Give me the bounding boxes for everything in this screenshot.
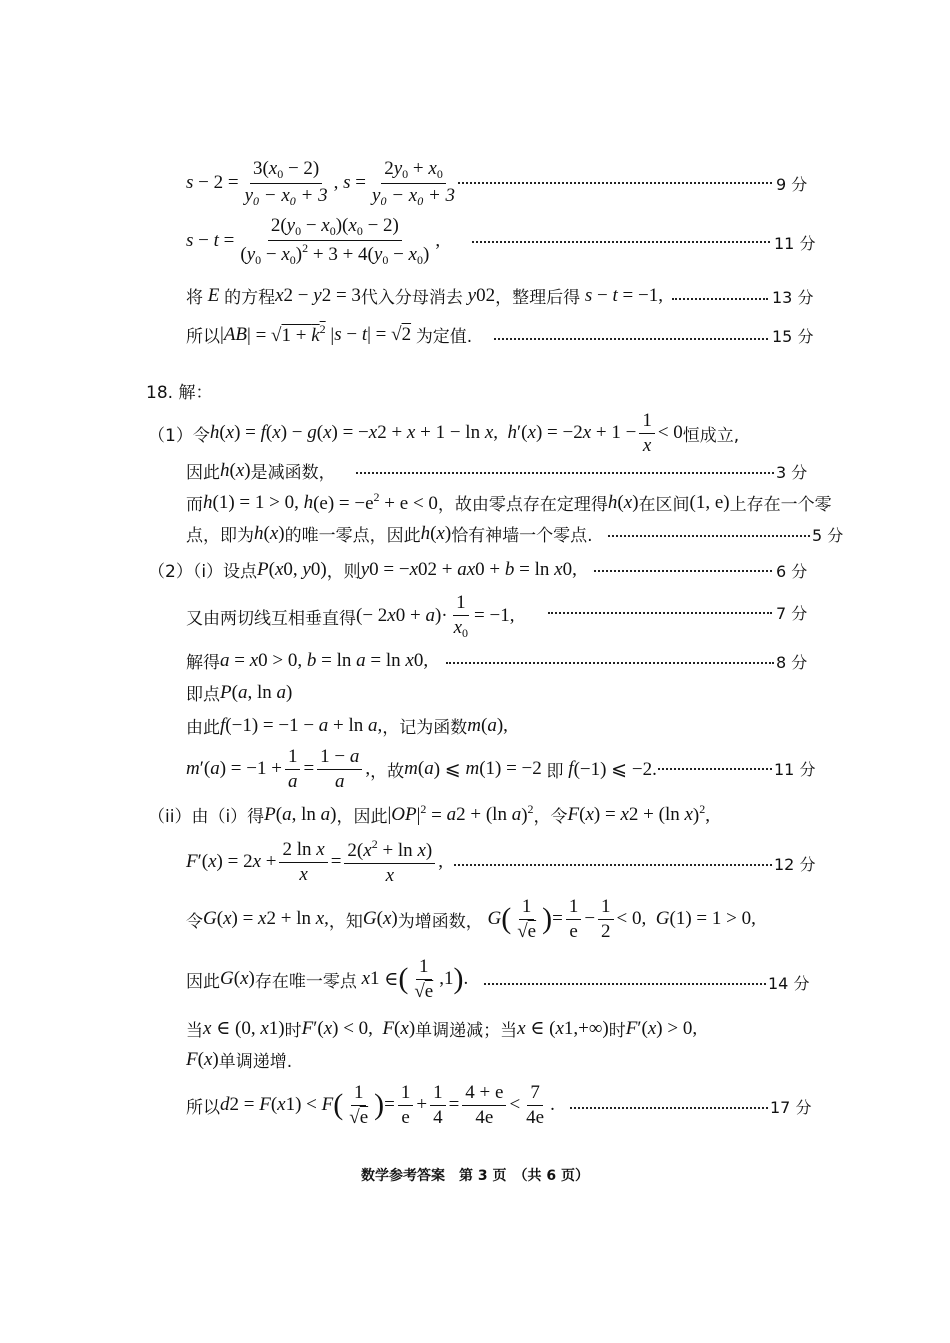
part2-line4: 即点 P ( a , ln a )	[186, 681, 293, 705]
part2ii-line2: F ′( x ) = 2 x + $\frac{\text{2 ln x}}{x}$ = $\frac{2(x^2 + \ln x)}{x}$ ,	[186, 837, 443, 886]
leader-dots	[356, 472, 774, 474]
leader-dots	[594, 570, 772, 572]
score-13: 13 分	[772, 288, 814, 307]
leader-dots	[472, 241, 770, 243]
score-14: 14 分	[768, 974, 810, 993]
score-11: 11 分	[774, 234, 816, 253]
leader-dots	[672, 298, 768, 300]
score-12: 12 分	[774, 855, 816, 874]
leader-dots	[548, 612, 772, 614]
score-5: 5 分	[812, 526, 844, 545]
part2ii-line6: F ( x ) 单调递增.	[186, 1048, 293, 1072]
part2ii-line7: 所以 d 2 = F ( x 1 ) < F ( $\frac{1}{√e}$ ) = $\frac{1}{e}$ + $\frac{1}{4}$ = $\frac{4 + e}{4e}$ < $\frac{7}{4e}$ .	[186, 1082, 555, 1128]
page-footer: 数学参考答案 第 3 页 （共 6 页）	[361, 1168, 589, 1184]
text-line-substitute: 将 E 的方程 x 2 − y 2 = 3 代入分母消去 y 0 2 ，整理后得 s − t = −1,	[186, 284, 663, 308]
leader-dots	[454, 864, 772, 866]
part1-line4: 点，即为 h ( x ) 的唯一零点，因此 h ( x ) 恰有神墙一个零点.	[186, 522, 593, 546]
leader-dots	[494, 338, 768, 340]
part2ii-line1: （ii）由（i）得 P ( a , ln a ) ，因此 | OP $|^2$ = a 2 + (ln a )$^2$ ，令 F ( x ) = x 2 + (ln x )$^2$,	[148, 802, 710, 827]
leader-dots	[570, 1107, 768, 1109]
score-15: 15 分	[772, 327, 814, 346]
part2ii-line3: 令 G ( x ) = x 2 + ln x , ，知 G ( x ) 为增函数， G ( $\frac{1}{√e}$ ) = $\frac{1}{e}$ − $\frac{1}{2}$ < 0, G (1) = 1 > 0,	[186, 896, 756, 942]
part2-line1: （2）（i）设点 P ( x 0 , y 0 ) ，则 y 0 = − x 0 2 + ax 0 + b = ln x 0 ,	[148, 558, 577, 582]
leader-dots	[608, 535, 810, 537]
score-6: 6 分	[776, 562, 808, 581]
part2-line2: 又由两切线互相垂直得 (− 2 x 0 + a )· $\frac{1}{x_0}$ = −1,	[186, 592, 515, 640]
part1-line1: （1）令 h ( x ) = f ( x ) − g ( x ) = − x 2 + x + 1 − ln x , h ′( x ) = −2 x + 1 − $\frac{1}{x}$ < 0 恒成立,	[148, 410, 740, 456]
part1-line3: 而 h (1) = 1 > 0, h $(e) = -e^2 + e < 0$ ，故由零点存在定理得 h ( x ) 在区间 (1, e) 上存在一个零	[186, 490, 832, 515]
formula-line-s: s − 2 = $\frac{3(x_0 - 2)}{y_0 - x_0 + 3}$ , s = $\frac{2y_0 + x_0}{y_0 - x_0 + 3}$	[186, 158, 456, 208]
text-line-ab-constant: 所以 | AB | = $√1 + k^2$ | s − t | = √2 为定值.	[186, 322, 473, 347]
leader-dots	[458, 182, 772, 184]
part2ii-line4: 因此 G ( x ) 存在唯一零点 x 1 ∈ ( $\frac{1}{√e}$ ,1 ) .	[186, 956, 469, 1002]
part1-line2: 因此 h ( x ) 是减函数，	[186, 459, 336, 483]
part2-line5: 由此 f (−1) = −1 − a + ln a , ，记为函数 m ( a ),	[186, 714, 508, 738]
leader-dots	[658, 768, 772, 770]
score-7: 7 分	[776, 604, 808, 623]
leader-dots	[484, 983, 766, 985]
part2-line6: m ′( a ) = −1 + $\frac{1}{a}$ = $\frac{1 - a}{a}$ , ，故 m ( a ) ⩽ m (1) = −2 即 f (−1) ⩽ −2.	[186, 746, 657, 792]
score-9: 9 分	[776, 175, 808, 194]
part2ii-line5: 当 x ∈ (0, x 1 ) 时 F ′( x ) < 0, F ( x ) 单调递减；当 x ∈ ( x 1 ,+∞) 时 F ′( x ) > 0,	[186, 1017, 698, 1041]
leader-dots	[446, 662, 774, 664]
question-18-header: 18. 解：	[146, 383, 213, 403]
score-3: 3 分	[776, 463, 808, 482]
score-8: 8 分	[776, 653, 808, 672]
formula-line-s-t: s − t = $\frac{2(y_0 - x_0)(x_0 - 2)}{(y_0 - x_0)^2 + 3 + 4(y_0 - x_0)}$ ,	[186, 215, 441, 267]
score-17: 17 分	[770, 1098, 812, 1117]
part2-line3: 解得 a = x 0 > 0, b = ln a = ln x 0 ,	[186, 649, 429, 673]
score-11b: 11 分	[774, 760, 816, 779]
